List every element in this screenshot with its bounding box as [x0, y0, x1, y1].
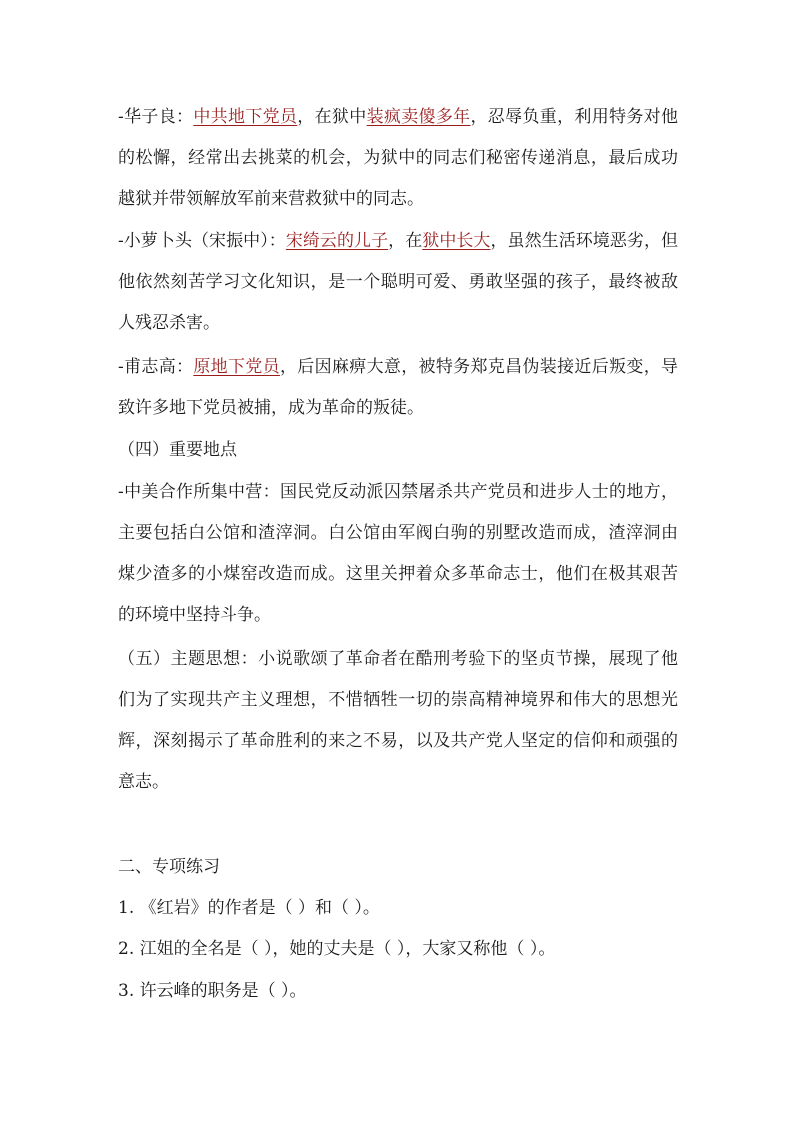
question-1: 1. 《红岩》的作者是（ ）和（ ）。 [118, 898, 380, 918]
text-segment: -甫志高： [118, 357, 194, 377]
section-title-practice: 二、专项练习 [118, 857, 220, 877]
paragraph-xiao-luobotou [118, 221, 678, 344]
highlight-segment: 装疯卖傻多年 [366, 107, 471, 127]
highlight-segment: 宋绮云的儿子 [285, 231, 389, 251]
text-segment: ，虽然生活环境恶劣，但他依然刻苦学习文化知识，是一个聪明可爱、勇敢坚强的孩子，最终被敌人残忍杀害。 [118, 231, 679, 333]
paragraph-fu-zhigao [118, 347, 678, 429]
text-segment: ，在 [388, 231, 423, 251]
text-segment: -小萝卜头（宋振中）： [118, 231, 286, 251]
text-segment: ，后因麻痹大意，被特务郑克昌伪装接近后叛变，导致许多地下党员被捕，成为革命的叛徒。 [118, 357, 679, 418]
text-segment: ，在狱中 [297, 107, 367, 127]
question-3: 3. 许云峰的职务是（ ）。 [118, 981, 307, 1001]
text-segment: -华子良： [118, 107, 194, 127]
paragraph-place-camp: -中美合作所集中营：国民党反动派囚禁屠杀共产党员和进步人士的地方，主要包括白公馆和渣滓洞。白公馆由军阀白驹的别墅改造而成，渣滓洞由煤少渣多的小煤窑改造而成。这里关押着众多革命志士，他们在极其艰苦的环境中坚持斗争。 [118, 482, 678, 625]
text-segment: ，忍辱负重，利用特务对他的松懈，经常出去挑菜的机会，为狱中的同志们秘密传递消息，最后成功越狱并带领解放军前来营救狱中的同志。 [118, 107, 679, 209]
highlight-segment: 狱中长大 [422, 231, 491, 251]
paragraph-theme: （五）主题思想：小说歌颂了革命者在酷刑考验下的坚贞节操，展现了他们为了实现共产主义理想，不惜牺牲一切的崇高精神境界和伟大的思想光辉，深刻揭示了革命胜利的来之不易，以及共产党人坚定的信仰和顽强的意志。 [118, 649, 678, 792]
highlight-segment: 中共地下党员 [193, 107, 298, 127]
highlight-segment: 原地下党员 [193, 357, 280, 377]
paragraph-hua-ziliang [118, 97, 678, 220]
section-title-places: （四）重要地点 [118, 440, 237, 460]
question-2: 2. 江姐的全名是（ ），她的丈夫是（ ），大家又称他（ ）。 [118, 939, 556, 959]
